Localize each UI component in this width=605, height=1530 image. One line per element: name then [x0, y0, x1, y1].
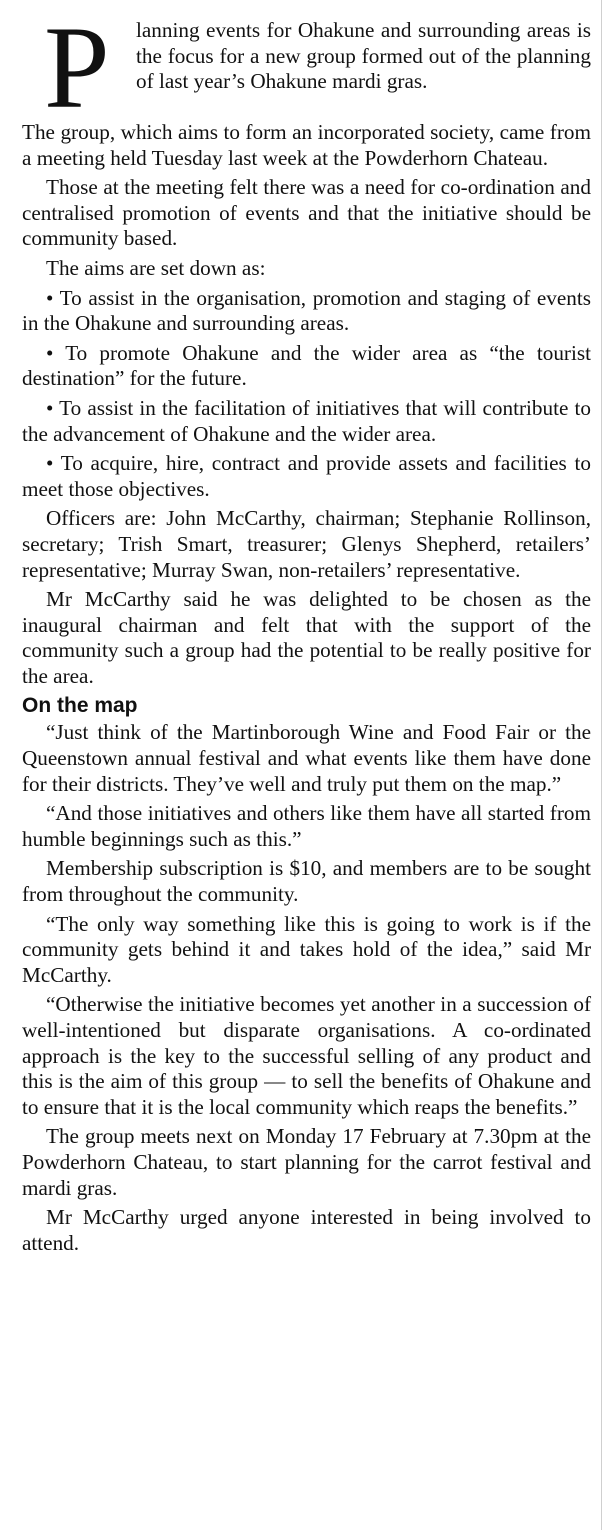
column-rule [601, 0, 602, 1530]
article-paragraph: The group, which aims to form an incorporated society, came from a meeting held Tuesday last week at the Powderhorn Chateau. [22, 120, 591, 170]
article-paragraph: Membership subscription is $10, and members are to be sought from throughout the community. [22, 856, 591, 907]
section-subheading: On the map [22, 694, 138, 718]
aim-bullet: • To acquire, hire, contract and provide assets and facilities to meet those objectives. [22, 451, 591, 501]
article-paragraph: Those at the meeting felt there was a need for co-ordination and centralised promotion of events and that the initiative should be community based. [22, 175, 591, 251]
article-paragraph: Mr McCarthy said he was delighted to be chosen as the inaugural chairman and felt that with the support of the community such a group had the potential to be really positive for the area. [22, 587, 591, 688]
article-paragraph: “Otherwise the initiative becomes yet another in a succession of well-intentioned but disparate organisations. A co-ordinated approach is the key to the successful selling of any product and this is the aim of this group — to sell the benefits of Ohakune and to ensure that it is the local community which reaps the benefits.” [22, 992, 591, 1119]
drop-cap: P [44, 2, 110, 133]
article-paragraph: The aims are set down as: [46, 255, 266, 280]
article-paragraph: Officers are: John McCarthy, chairman; Stephanie Rollinson, secretary; Trish Smart, treasurer; Glenys Shepherd, retailers’ representative; Murray Swan, non-retailers’ representative. [22, 506, 591, 582]
aim-bullet: • To assist in the facilitation of initiatives that will contribute to the advancement of Ohakune and the wider area. [22, 395, 591, 446]
article-lead [22, 2, 591, 133]
aim-bullet: • To promote Ohakune and the wider area as “the tourist destination” for the future. [22, 340, 591, 391]
article-paragraph: “Just think of the Martinborough Wine and Food Fair or the Queenstown annual festival and what events like them have done for their districts. They’ve well and truly put them on the map.” [22, 720, 591, 796]
article-paragraph: “The only way something like this is going to work is if the community gets behind it and takes hold of the idea,” said Mr McCarthy. [22, 911, 591, 987]
aim-bullet: • To assist in the organisation, promotion and staging of events in the Ohakune and surrounding areas. [22, 285, 591, 336]
lead-paragraph: lanning events for Ohakune and surrounding areas is the focus for a new group formed out of the planning of last year’s Ohakune mardi gras. [136, 18, 591, 94]
article-paragraph: The group meets next on Monday 17 February at 7.30pm at the Powderhorn Chateau, to start planning for the carrot festival and mardi gras. [22, 1124, 591, 1200]
article-paragraph: Mr McCarthy urged anyone interested in being involved to attend. [22, 1205, 591, 1255]
article-paragraph: “And those initiatives and others like them have all started from humble beginnings such as this.” [22, 801, 591, 851]
